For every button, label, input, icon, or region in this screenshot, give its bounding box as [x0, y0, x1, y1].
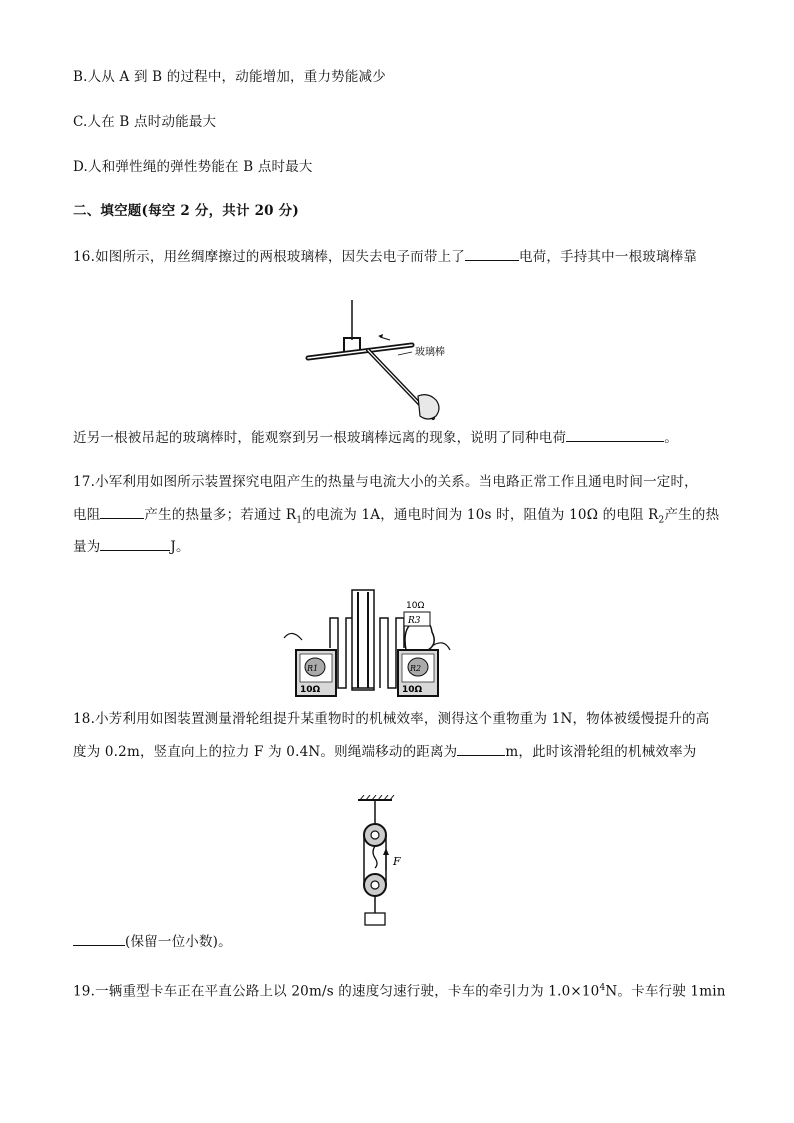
q17-fig-r3: R3 [408, 616, 421, 626]
q17-fig-r2: R2 [410, 664, 422, 673]
q16-line2 [73, 427, 678, 448]
option-d: D.人和弹性绳的弹性势能在 B 点时最大 [73, 159, 313, 175]
q16-blank-2[interactable] [566, 427, 664, 442]
q17-line3 [73, 536, 190, 557]
q18-figure-pulley [350, 795, 410, 927]
q17-sub-2: 2 [658, 515, 665, 526]
q17-text-b: 产生的热量多；若通过 R [144, 507, 297, 523]
q18-blank-1[interactable] [457, 741, 505, 756]
q17-blank-2[interactable] [100, 536, 170, 551]
option-c: C.人在 B 点时动能最大 [73, 114, 217, 130]
q16-text-b: 电荷，手持其中一根玻璃棒靠 [518, 249, 698, 265]
q19-text-a: 19.一辆重型卡车正在平直公路上以 20m/s 的速度匀速行驶，卡车的牵引力为 1.0×10 [73, 983, 600, 1000]
q17-fig-r3-value: 10Ω [406, 601, 425, 611]
q17-figure-circuit [282, 588, 452, 700]
q16-text-c: 近另一根被吊起的玻璃棒时，能观察到另一根玻璃棒远离的现象，说明了同种电荷 [73, 430, 567, 446]
q19-line1 [73, 978, 726, 1002]
q18-line1: 18.小芳利用如图装置测量滑轮组提升某重物时的机械效率，测得这个重物重为 1N，物体被缓慢提升的高 [73, 711, 710, 727]
q18-text-a: 度为 0.2m，竖直向上的拉力 F 为 0.4N。则绳端移动的距离为 [73, 744, 458, 760]
q17-fig-r1: R1 [307, 664, 319, 673]
q16-blank-1[interactable] [465, 246, 519, 261]
q17-text-e: 量为 [73, 539, 101, 555]
section-heading: 二、填空题(每空 2 分，共计 20 分) [73, 203, 299, 219]
q16-figure-glass-rods [300, 300, 480, 425]
q17-text-d: 产生的热 [664, 507, 720, 523]
q16-line1 [73, 246, 697, 267]
q18-fig-force: F [393, 855, 401, 868]
q16-figure-label: 玻璃棒 [415, 347, 445, 358]
q17-sub-1: 1 [296, 515, 303, 526]
q17-line1: 17.小军利用如图所示装置探究电阻产生的热量与电流大小的关系。当电路正常工作且通电时间一定时， [73, 474, 698, 490]
q18-text-c: (保留一位小数)。 [125, 934, 232, 950]
q18-text-b: m，此时该滑轮组的机械效率为 [505, 744, 697, 760]
q18-line2 [73, 741, 697, 762]
q19-sup: 4 [599, 983, 606, 993]
q17-text-a: 电阻 [73, 507, 101, 523]
q17-line2 [73, 504, 719, 531]
q17-fig-r1-value: 10Ω [300, 685, 321, 695]
q18-line3 [73, 931, 232, 952]
q17-fig-r2-value: 10Ω [402, 685, 423, 695]
q17-blank-1[interactable] [100, 504, 144, 519]
q16-text-a: 16.如图所示，用丝绸摩擦过的两根玻璃棒，因失去电子而带上了 [73, 249, 465, 265]
q18-blank-2[interactable] [73, 931, 125, 946]
option-b: B.人从 A 到 B 的过程中，动能增加，重力势能减少 [73, 69, 386, 85]
q17-text-f: J。 [170, 539, 190, 555]
q19-text-b: N。卡车行驶 1min [605, 983, 726, 1000]
q17-text-c: 的电流为 1A，通电时间为 10s 时，阻值为 10Ω 的电阻 R [302, 507, 659, 523]
q16-text-end: 。 [664, 430, 678, 446]
